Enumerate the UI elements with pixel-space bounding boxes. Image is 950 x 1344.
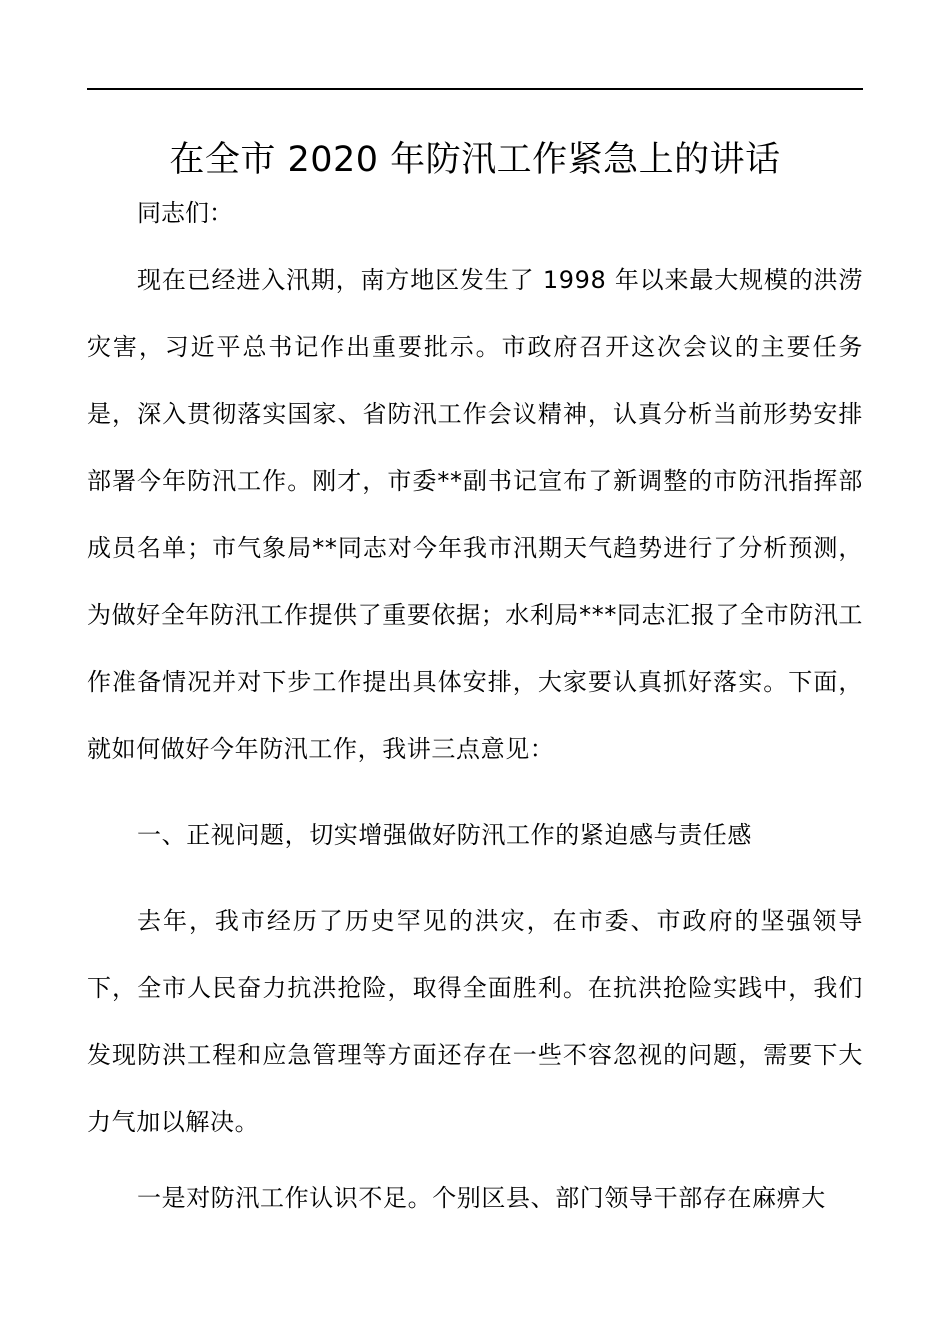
header-rule (87, 88, 863, 90)
paragraph-intro: 现在已经进入汛期，南方地区发生了 1998 年以来最大规模的洪涝灾害，习近平总书记作出重要批示。市政府召开这次会议的主要任务是，深入贯彻落实国家、省防汛工作会议精神，认真分析当前形势安排部署今年防汛工作。刚才，市委**副书记宣布了新调整的市防汛指挥部成员名单；市气象局**同志对今年我市汛期天气趋势进行了分析预测，为做好全年防汛工作提供了重要依据；水利局***同志汇报了全市防汛工作准备情况并对下步工作提出具体安排，大家要认真抓好落实。下面，就如何做好今年防汛工作，我讲三点意见： (87, 266, 863, 763)
paragraph-last-year: 去年，我市经历了历史罕见的洪灾，在市委、市政府的坚强领导下，全市人民奋力抗洪抢险，取得全面胜利。在抗洪抢险实践中，我们发现防洪工程和应急管理等方面还存在一些不容忽视的问题，需要下大力气加以解决。 (87, 907, 863, 1136)
document-title: 在全市 2020 年防汛工作紧急上的讲话 (169, 140, 781, 180)
salutation: 同志们： (137, 199, 233, 227)
section-heading-1: 一、正视问题，切实增强做好防汛工作的紧迫感与责任感 (137, 821, 752, 849)
paragraph-point-one: 一是对防汛工作认识不足。个别区县、部门领导干部存在麻痹大 (137, 1184, 826, 1212)
